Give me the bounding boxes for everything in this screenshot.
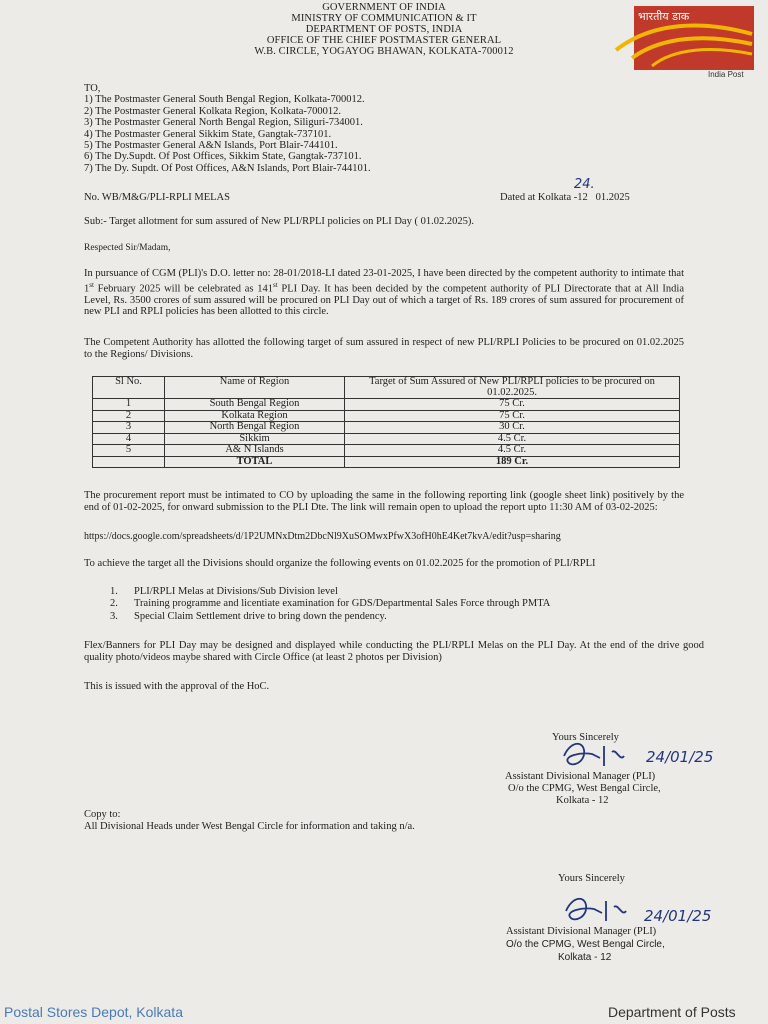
- india-post-logo: [612, 6, 754, 82]
- sig2-title: Assistant Divisional Manager (PLI): [506, 926, 657, 937]
- cell-sl: 2: [93, 410, 165, 422]
- reference-number: No. WB/M&G/PLI-RPLI MELAS: [84, 192, 230, 203]
- list-number: 2.: [110, 598, 118, 610]
- logo-caption: India Post: [708, 70, 744, 79]
- letter-date: [500, 192, 630, 204]
- para1-sup-2: st: [273, 280, 278, 289]
- table-row: [93, 422, 680, 434]
- cell-empty: [93, 456, 165, 468]
- header-region: Name of Region: [165, 377, 345, 399]
- sig1-title: Assistant Divisional Manager (PLI): [505, 771, 656, 782]
- sig2-city: Kolkata - 12: [558, 952, 612, 963]
- cell-target: 75 Cr.: [345, 399, 680, 411]
- total-value: 189 Cr.: [345, 456, 680, 468]
- sig1-closing: Yours Sincerely: [552, 732, 619, 743]
- header-target: Target of Sum Assured of New PLI/RPLI policies to be procured on 01.02.2025.: [345, 377, 680, 399]
- list-text: PLI/RPLI Melas at Divisions/Sub Division level: [134, 586, 338, 597]
- para1-part-a: In pursuance of CGM (PLI)'s D.O. letter no: 28-01/2018-LI dated 23-01-2025, I have been directed by the competent authority to intimate that 1: [84, 268, 684, 295]
- copy-to-text: All Divisional Heads under West Bengal Circle for information and taking n/a.: [84, 821, 415, 832]
- letterhead-line-3: DEPARTMENT OF POSTS, INDIA: [305, 24, 463, 35]
- cell-target: 30 Cr.: [345, 422, 680, 434]
- list-text: Special Claim Settlement drive to bring down the pendency.: [134, 610, 387, 622]
- subject-line: Sub:- Target allotment for sum assured of New PLI/RPLI policies on PLI Day ( 01.02.2025).: [84, 216, 474, 227]
- target-table: [92, 376, 680, 468]
- cell-sl: 4: [93, 433, 165, 445]
- cell-target: 4.5 Cr.: [345, 445, 680, 457]
- para1-sup-1: st: [89, 280, 94, 289]
- list-text: Training programme and licentiate examination for GDS/Departmental Sales Force through PMTA: [134, 598, 551, 610]
- paragraph-intro: [84, 268, 684, 318]
- cell-target: 75 Cr.: [345, 410, 680, 422]
- logo-hindi-text: भारतीय डाक: [638, 10, 690, 23]
- header-sl-no: Sl No.: [93, 377, 165, 399]
- para1-part-b: February 2025 will be celebrated as 141: [93, 283, 273, 295]
- total-label: TOTAL: [165, 456, 345, 468]
- cell-sl: 3: [93, 422, 165, 434]
- cell-region: A& N Islands: [165, 445, 345, 457]
- to-label: TO,: [84, 83, 101, 94]
- letterhead-line-2: MINISTRY OF COMMUNICATION & IT: [291, 13, 477, 24]
- handwritten-date-day: 24.: [574, 177, 595, 192]
- target-table-wrapper: [92, 376, 680, 468]
- cell-region: Sikkim: [165, 433, 345, 445]
- list-number: 1.: [110, 586, 118, 597]
- recipient-line: 4) The Postmaster General Sikkim State, Gangtak-737101.: [84, 128, 332, 140]
- paragraph-flex-banners: Flex/Banners for PLI Day may be designed and displayed while conducting the PLI/RPLI Melas on the PLI Day. At the end of the drive good quality photo/videos maybe shared with Circle Office (at least 2 photos per Division): [84, 640, 704, 663]
- cell-sl: 1: [93, 399, 165, 411]
- paragraph-events-intro: To achieve the target all the Divisions should organize the following events on 01.02.2025 for the promotion of PLI/RPLI: [84, 558, 596, 569]
- paragraph-approval: This is issued with the approval of the HoC.: [84, 681, 270, 692]
- footer-left-text: Postal Stores Depot, Kolkata: [4, 1004, 183, 1020]
- sig1-handwritten-date: 24/01/25: [646, 748, 714, 766]
- paragraph-reporting: The procurement report must be intimated to CO by uploading the same in the following reporting link (google sheet link) positively by the end of 01-02-2025, for onward submission to the PLI Dte. The link will remain open to upload the report upto 11:30 AM of 03-02-2025:: [84, 490, 684, 513]
- sig2-office: O/o the CPMG, West Bengal Circle,: [506, 939, 665, 950]
- sig2-closing: Yours Sincerely: [558, 873, 625, 884]
- para1-part-c: PLI Day. It has been decided by the competent authority of PLI Directorate that at All India Level, Rs. 3500 crores of sum assured will be procured on PLI Day out of which a target of Rs. 189 crores of sum assured for procurement of new PLI and RPLI policies has been allotted to this circle.: [84, 283, 684, 318]
- footer-right-text: Department of Posts: [608, 1004, 736, 1020]
- cell-sl: 5: [93, 445, 165, 457]
- table-row: [93, 445, 680, 457]
- salutation: Respected Sir/Madam,: [84, 243, 171, 253]
- cell-region: North Bengal Region: [165, 422, 345, 434]
- signature-scribble-icon: [560, 738, 640, 772]
- letterhead-line-4: OFFICE OF THE CHIEF POSTMASTER GENERAL: [266, 35, 502, 46]
- recipient-line: 7) The Dy. Supdt. Of Post Offices, A&N Islands, Port Blair-744101.: [84, 162, 371, 174]
- cell-region: South Bengal Region: [165, 399, 345, 411]
- copy-to-label: Copy to:: [84, 809, 121, 820]
- table-row: [93, 433, 680, 445]
- date-prefix: Dated at Kolkata -12: [500, 192, 588, 203]
- date-value: 01.2025: [595, 192, 630, 203]
- recipient-line: 3) The Postmaster General North Bengal Region, Siliguri-734001.: [84, 117, 363, 129]
- reporting-link[interactable]: https://docs.google.com/spreadsheets/d/1P2UMNxDtm2DbcNl9XuSOMwxPfwX3ofH0hE4Ket7kvA/edit?usp=sharing: [84, 531, 561, 542]
- sig1-city: Kolkata - 12: [556, 795, 609, 806]
- list-item: [110, 611, 550, 623]
- table-total-row: [93, 456, 680, 468]
- recipients-block: [84, 83, 371, 174]
- cell-target: 4.5 Cr.: [345, 433, 680, 445]
- letterhead-line-1: GOVERNMENT OF INDIA: [322, 2, 446, 13]
- recipient-line: 2) The Postmaster General Kolkata Region, Kolkata-700012.: [84, 105, 341, 117]
- table-header-row: [93, 377, 680, 399]
- recipient-line: 6) The Dy.Supdt. Of Post Offices, Sikkim State, Gangtak-737101.: [84, 151, 362, 163]
- sig2-handwritten-date: 24/01/25: [644, 907, 712, 925]
- recipient-line: 5) The Postmaster General A&N Islands, Port Blair-744101.: [84, 140, 338, 152]
- sig1-office: O/o the CPMG, West Bengal Circle,: [508, 783, 661, 794]
- list-item: [110, 586, 550, 598]
- recipient-line: 1) The Postmaster General South Bengal Region, Kolkata-700012.: [84, 94, 365, 106]
- table-row: [93, 399, 680, 411]
- list-number: 3.: [110, 610, 118, 622]
- paragraph-allotment: The Competent Authority has allotted the following target of sum assured in respect of new PLI/RPLI Policies to be procured on 01.02.2025 to the Regions/ Divisions.: [84, 337, 684, 360]
- table-row: [93, 410, 680, 422]
- list-item: [110, 598, 550, 610]
- cell-region: Kolkata Region: [165, 410, 345, 422]
- events-list: [110, 586, 550, 623]
- signature-scribble-icon: [562, 893, 642, 927]
- letterhead-line-5: W.B. CIRCLE, YOGAYOG BHAWAN, KOLKATA-700012: [254, 46, 514, 57]
